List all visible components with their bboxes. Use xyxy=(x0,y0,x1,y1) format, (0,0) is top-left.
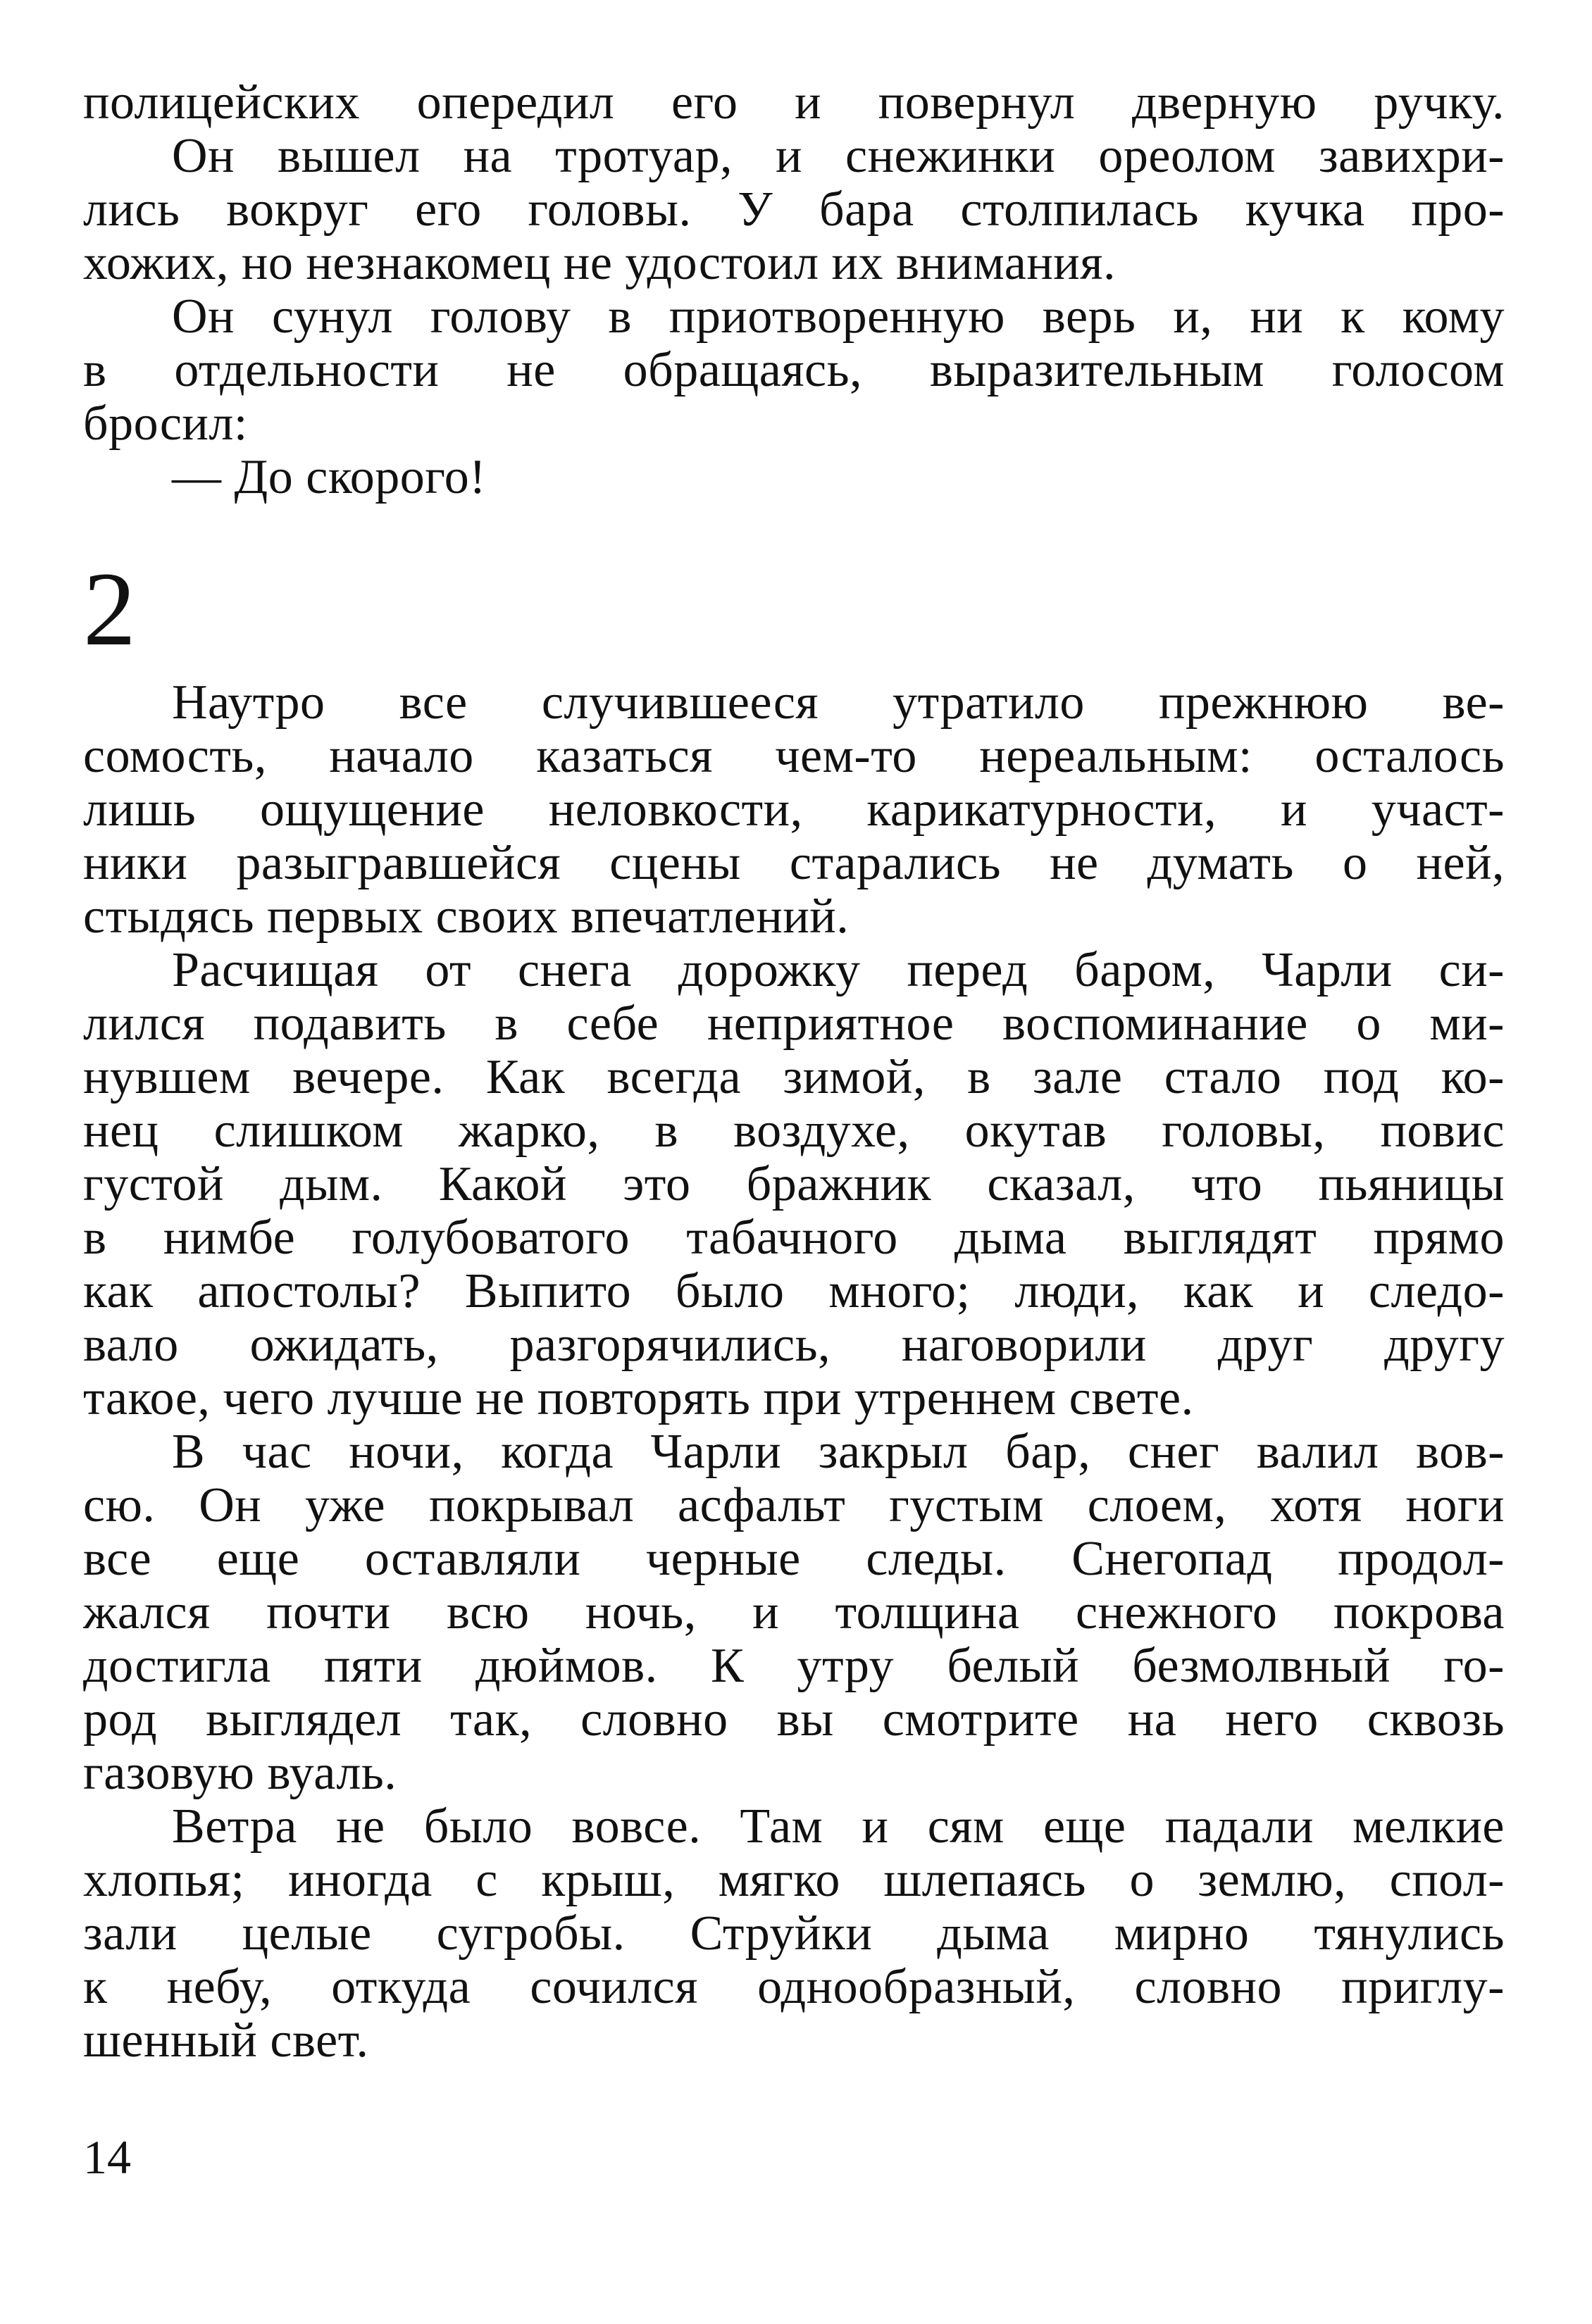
text-line: в отдельности не обращаясь, выразительным голосом xyxy=(83,344,1505,397)
text-line: стыдясь первых своих впечатлений. xyxy=(83,889,850,944)
text-line: хлопья; иногда с крыш, мягко шлепаясь о землю, спол- xyxy=(83,1854,1505,1907)
text-line: шенный свет. xyxy=(83,2013,369,2068)
text-line: все еще оставляли черные следы. Снегопад продол- xyxy=(83,1532,1505,1586)
text-line: бросил: xyxy=(83,396,248,451)
text-line: ники разыгравшейся сцены старались не думать о ней, xyxy=(83,837,1505,890)
text-line: лился подавить в себе неприятное воспоминание о ми- xyxy=(83,997,1505,1051)
text-line: достигла пяти дюймов. К утру белый безмолвный го- xyxy=(83,1639,1505,1693)
text-line: густой дым. Какой это бражник сказал, что пьяницы xyxy=(83,1158,1505,1211)
text-line: Он сунул голову в приотворенную верь и, ни к кому xyxy=(172,290,1505,344)
text-line: Расчищая от снега дорожку перед баром, Чарли си- xyxy=(172,944,1505,997)
text-line: в нимбе голубоватого табачного дыма выглядят прямо xyxy=(83,1211,1505,1265)
text-line: как апостолы? Выпито было много; люди, как и следо- xyxy=(83,1265,1505,1318)
text-line: зали целые сугробы. Струйки дыма мирно тянулись xyxy=(83,1907,1505,1961)
text-line: Ветра не было вовсе. Там и сям еще падали мелкие xyxy=(172,1800,1505,1854)
text-line: В час ночи, когда Чарли закрыл бар, снег валил вов- xyxy=(172,1425,1505,1479)
text-line: хожих, но незнакомец не удостоил их внимания. xyxy=(83,236,1116,290)
text-line: нувшем вечере. Как всегда зимой, в зале стало под ко- xyxy=(83,1051,1505,1104)
text-block-chapter-2 xyxy=(83,676,1505,2068)
text-line: род выглядел так, словно вы смотрите на него сквозь xyxy=(83,1693,1505,1747)
text-line: жался почти всю ночь, и толщина снежного покрова xyxy=(83,1586,1505,1639)
text-line: — До скорого! xyxy=(172,450,487,504)
text-line: газовую вуаль. xyxy=(83,1746,397,1800)
text-block-top xyxy=(83,76,1505,504)
text-line: нец слишком жарко, в воздухе, окутав головы, повис xyxy=(83,1104,1505,1158)
text-line: сомость, начало казаться чем-то нереальным: осталось xyxy=(83,730,1505,783)
chapter-number: 2 xyxy=(83,551,136,668)
text-line: Наутро все случившееся утратило прежнюю ве- xyxy=(172,676,1505,730)
text-line: полицейских опередил его и повернул дверную ручку. xyxy=(83,76,1505,130)
page-number: 14 xyxy=(83,2130,131,2184)
text-line: лишь ощущение неловкости, карикатурности, и участ- xyxy=(83,783,1505,837)
text-line: лись вокруг его головы. У бара столпилась кучка про- xyxy=(83,183,1505,237)
text-line: вало ожидать, разгорячились, наговорили друг другу xyxy=(83,1318,1505,1372)
text-line: Он вышел на тротуар, и снежинки ореолом завихри- xyxy=(172,130,1505,183)
text-line: к небу, откуда сочился однообразный, словно приглу- xyxy=(83,1961,1505,2014)
text-line: такое, чего лучше не повторять при утреннем свете. xyxy=(83,1371,1194,1425)
text-line: сю. Он уже покрывал асфальт густым слоем, хотя ноги xyxy=(83,1479,1505,1532)
